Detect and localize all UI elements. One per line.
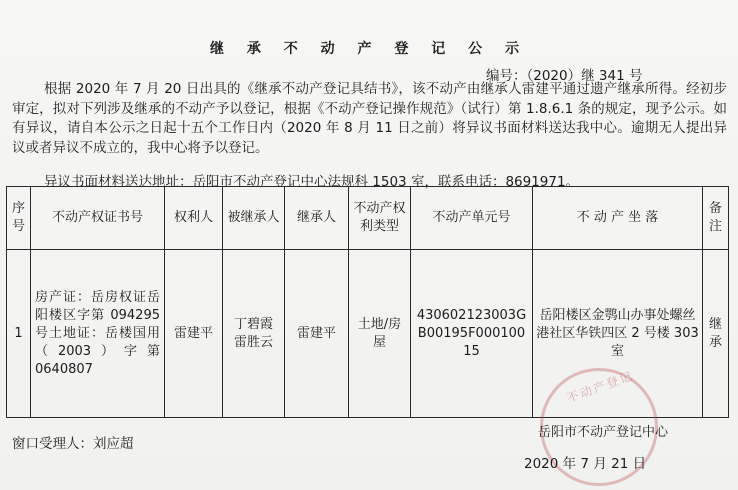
cell-heir: 雷建平 (285, 250, 349, 418)
header-cert: 不动产权证书号 (31, 187, 165, 250)
notice-body: 根据 2020 年 7 月 20 日出具的《继承不动产登记具结书》，该不动产由继承人雷建平通过遗产继承所得。经初步审定，拟对下列涉及继承的不动产予以登记，根据《不动产登记操作规范》（试行）第 1.8.6.1 条的规定，现予公示。如有异议，请自本公示之日起十五个工作日内（2020 年 8 月 11 日之前）将异议书面材料送达我中心。逾期无人提出异议或者异议不成立的，我中心将予以登记。 (12, 81, 727, 156)
header-heir: 继承人 (285, 187, 349, 250)
header-location: 不 动 产 坐 落 (533, 187, 703, 250)
issue-date: 2020 年 7 月 21 日 (524, 456, 647, 472)
page-title: 继 承 不 动 产 登 记 公 示 (210, 41, 528, 57)
cell-right-type: 土地/房屋 (349, 250, 411, 418)
header-decedent: 被继承人 (223, 187, 285, 250)
document-number: 编号：（2020）继 341 号 (486, 68, 643, 84)
header-owner: 权利人 (165, 187, 223, 250)
window-receiver: 窗口受理人：刘应超 (12, 436, 134, 452)
table-header-row (7, 187, 729, 250)
table-row (7, 250, 729, 418)
header-no: 序号 (7, 187, 31, 250)
cell-cert: 房产证：岳房权证岳阳楼区字第 094295 号土地证：岳楼国用（2003）字第 0640807 (31, 250, 165, 418)
cell-unit-no: 430602123003GB00195F00010015 (411, 250, 533, 418)
header-remark: 备注 (703, 187, 729, 250)
cell-decedent: 丁碧霞 雷胜云 (223, 250, 285, 418)
cell-remark: 继承 (703, 250, 729, 418)
cell-location: 岳阳楼区金鹗山办事处螺丝港社区华铁四区 2 号楼 303 室 (533, 250, 703, 418)
cell-owner: 雷建平 (165, 250, 223, 418)
issuing-organization: 岳阳市不动产登记中心 (538, 425, 669, 440)
header-right-type: 不动产权利类型 (349, 187, 411, 250)
header-unit-no: 不动产单元号 (411, 187, 533, 250)
seal-text: 不动产登记 (564, 368, 636, 406)
objection-address: 异议书面材料送达地址：岳阳市不动产登记中心法规科 1503 室，联系电话：8691971。 (44, 174, 580, 190)
cell-no: 1 (7, 250, 31, 418)
